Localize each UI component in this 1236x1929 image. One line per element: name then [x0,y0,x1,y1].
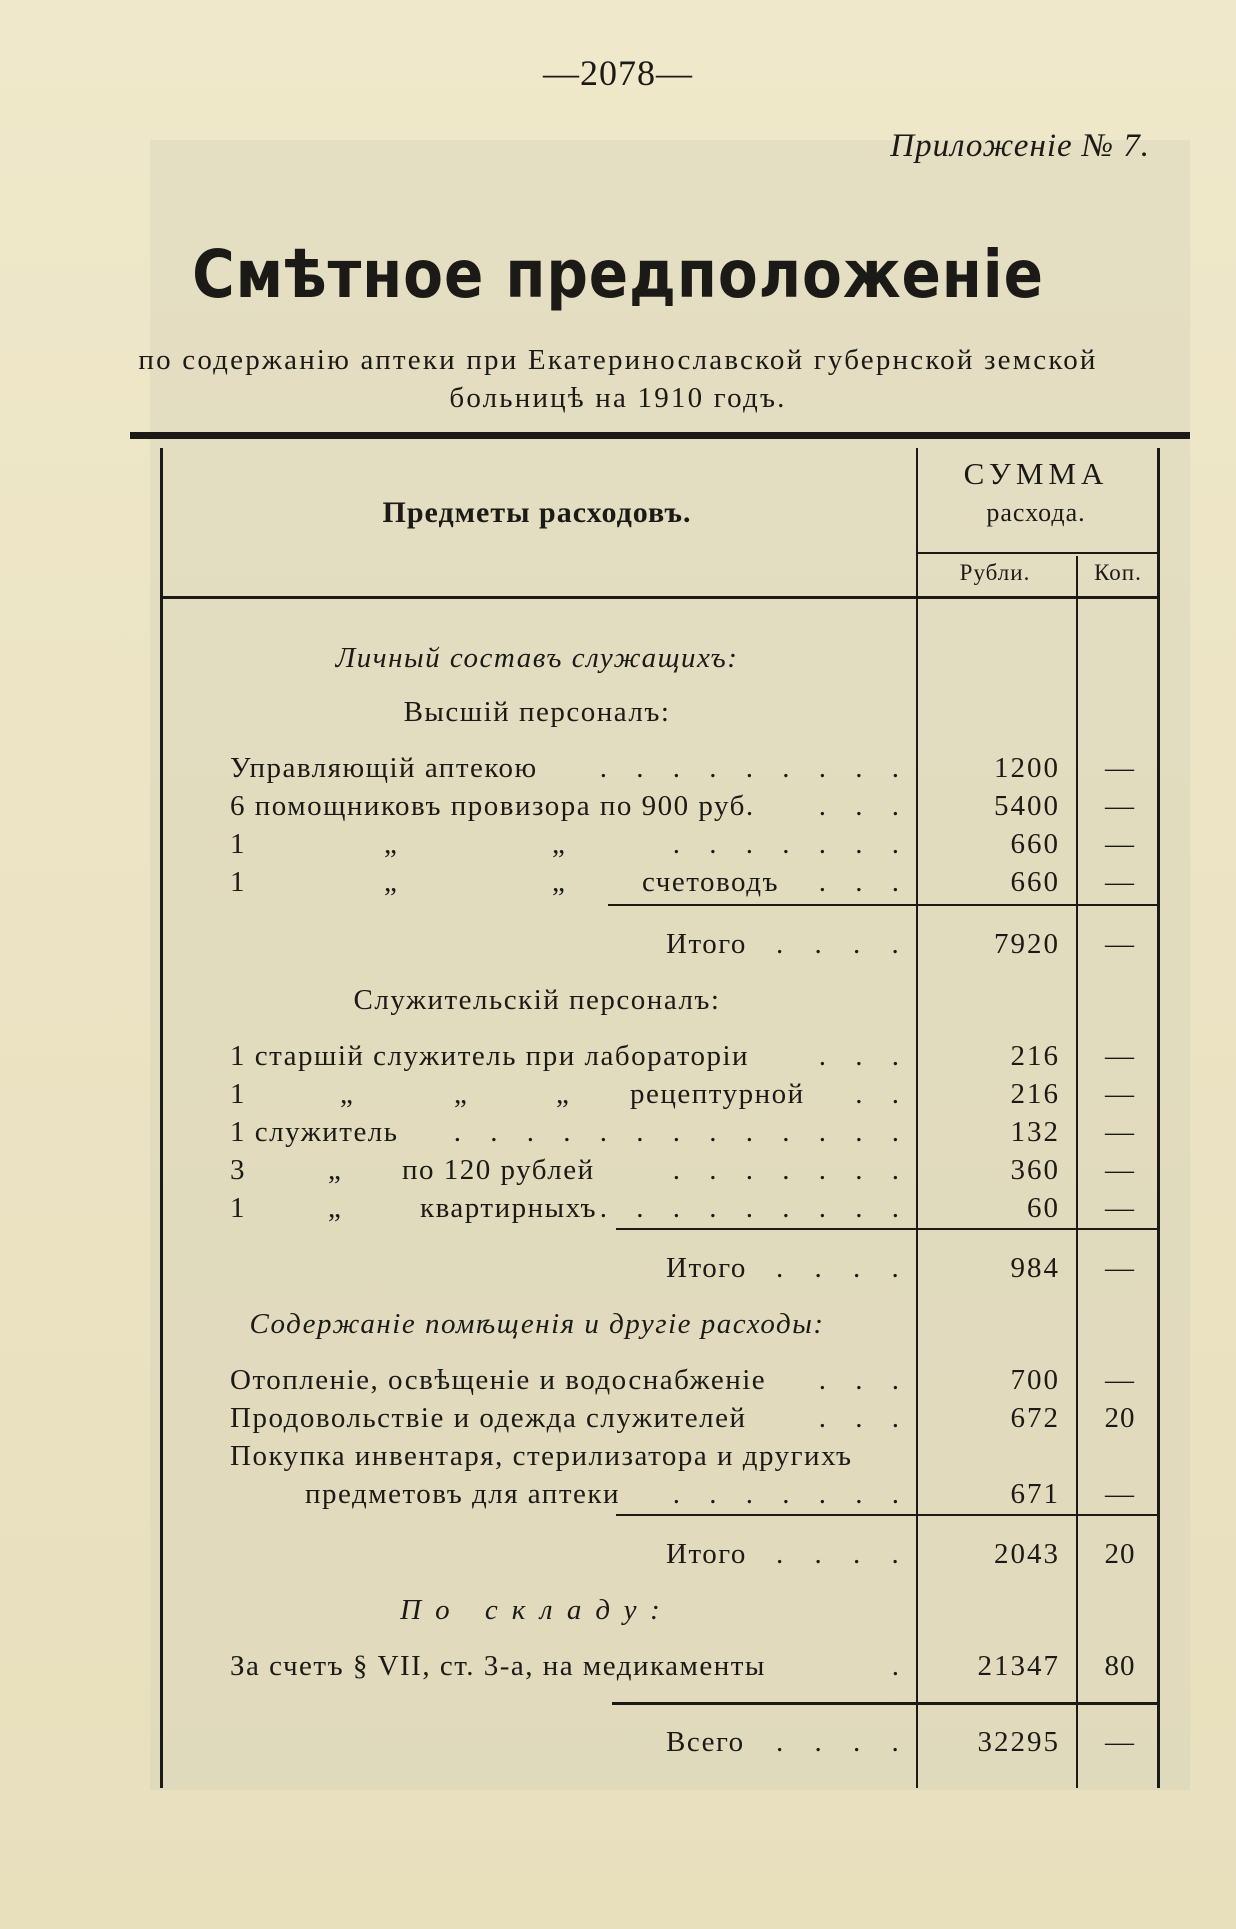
row-kop: — [1105,1078,1135,1110]
row-ditto: „ [454,1078,469,1110]
table-top-rule [130,432,1190,439]
grand-total-dots: . . . . [776,1726,911,1758]
row-ditto: „ [552,828,567,860]
row-count: 3 [230,1154,246,1186]
subtotal-label: Итого [666,928,747,960]
row-label: Покупка инвентаря, стерилизатора и другихъ [230,1440,853,1472]
appendix-label: Приложеніе № 7. [890,128,1150,164]
row-label: предметовъ для аптеки [305,1478,620,1510]
row-dots: . . . [818,1040,910,1072]
row-kop: 80 [1104,1650,1136,1682]
row-kop: — [1105,752,1135,784]
row-ditto: „ [340,1078,355,1110]
subtotal-dots: . . . . [776,928,911,960]
row-ditto: „ [556,1078,571,1110]
section-servants: Служительскій персоналъ: [353,984,721,1016]
subtotal-kop: 20 [1104,1538,1136,1570]
row-dots: . . [855,1078,910,1110]
row-kop: — [1105,1478,1135,1510]
column-divider-kop [1076,556,1078,1788]
row-count: 1 [230,1078,246,1110]
row-kop: — [1105,866,1135,898]
row-label: Управляющій аптекою [230,752,538,784]
row-dots: . . . . . . . [672,1154,910,1186]
row-dots: . . . . . . . [672,828,910,860]
row-rub: 132 [1010,1116,1060,1148]
row-count: 1 [230,866,246,898]
row-rub: 60 [1027,1192,1060,1224]
subtotal-rub: 7920 [994,928,1060,960]
row-kop: — [1105,1192,1135,1224]
row-dots: . . . . . . . . . . . . . [453,1116,910,1148]
row-rub: 1200 [994,752,1060,784]
header-sum-sub: расхода. [986,498,1086,527]
row-label: За счетъ § VII, ст. 3-а, на медикаменты [230,1650,766,1682]
row-kop: — [1105,1040,1135,1072]
subtotal-kop: — [1105,1252,1135,1284]
row-dots: . . . [818,1364,910,1396]
header-rub: Рубли. [959,560,1031,585]
row-label: 1 служитель [230,1116,399,1148]
row-kop: — [1105,1154,1135,1186]
subtotal-dots: . . . . [776,1252,911,1284]
row-ditto: „ [328,1154,343,1186]
subtotal-rule [616,1514,1158,1516]
row-rub: 216 [1010,1040,1060,1072]
row-label: рецептурной [630,1078,805,1110]
subtotal-label: Итого [666,1252,747,1284]
subtotal-kop: — [1105,928,1135,960]
row-label: 6 помощниковъ провизора по 900 руб. [230,790,755,822]
row-ditto: „ [384,866,399,898]
row-ditto: „ [552,866,567,898]
row-rub: 660 [1010,866,1060,898]
subtotal-dots: . . . . [776,1538,911,1570]
row-dots: . . . . . . . [672,1478,910,1510]
section-warehouse: По складу: [400,1594,674,1626]
row-dots: . . . . . . . . . [599,752,910,784]
row-dots: . [891,1650,910,1682]
row-kop: — [1105,1116,1135,1148]
row-label: Отопленіе, освѣщеніе и водоснабженіе [230,1364,767,1396]
row-rub: 360 [1010,1154,1060,1186]
row-label: по 120 рублей [402,1154,595,1186]
column-divider-sum [916,448,918,1788]
row-ditto: „ [328,1192,343,1224]
subtotal-rule [608,904,1158,906]
row-label: Продовольствіе и одежда служителей [230,1402,747,1434]
section-personnel: Личный составъ служащихъ: [335,642,739,674]
row-kop: — [1105,1364,1135,1396]
row-dots: . . . [818,1402,910,1434]
row-rub: 672 [1010,1402,1060,1434]
row-count: 1 [230,1192,246,1224]
section-premises: Содержаніе помѣщенія и другіе расходы: [249,1308,825,1340]
subtotal-rub: 984 [1010,1252,1060,1284]
row-label: счетоводъ [642,866,779,898]
header-bottom-rule [162,596,1158,599]
section-senior: Высшій персоналъ: [403,696,671,728]
subtitle-line-1: по содержанію аптеки при Екатеринославской губернской земской [138,344,1098,376]
row-dots: . . . . . . . . . [599,1192,910,1224]
page-number: —2078— [543,53,693,93]
row-rub: 216 [1010,1078,1060,1110]
document-title: Смѣтное предположеніе [192,236,1044,313]
row-rub: 660 [1010,828,1060,860]
subtitle-line-2: больницѣ на 1910 годъ. [449,382,787,414]
row-ditto: „ [384,828,399,860]
grand-total-label: Всего [666,1726,745,1758]
grand-total-rub: 32295 [977,1726,1060,1758]
row-rub: 5400 [994,790,1060,822]
header-sum: СУММА [963,456,1109,491]
grand-total-kop: — [1105,1726,1135,1758]
row-label: 1 старшій служитель при лабораторіи [230,1040,750,1072]
row-dots: . . . [818,790,910,822]
row-label: квартирныхъ [420,1192,597,1224]
subtotal-label: Итого [666,1538,747,1570]
header-items: Предметы расходовъ. [382,496,692,529]
grand-total-rule [612,1702,1158,1705]
row-kop: 20 [1104,1402,1136,1434]
header-kop: Коп. [1094,560,1142,585]
row-rub: 671 [1010,1478,1060,1510]
row-dots: . . . [818,866,910,898]
row-count: 1 [230,828,246,860]
row-rub: 700 [1010,1364,1060,1396]
row-kop: — [1105,790,1135,822]
header-sum-rule [916,552,1158,554]
row-kop: — [1105,828,1135,860]
subtotal-rub: 2043 [994,1538,1060,1570]
subtotal-rule [616,1228,1158,1230]
row-rub: 21347 [977,1650,1060,1682]
